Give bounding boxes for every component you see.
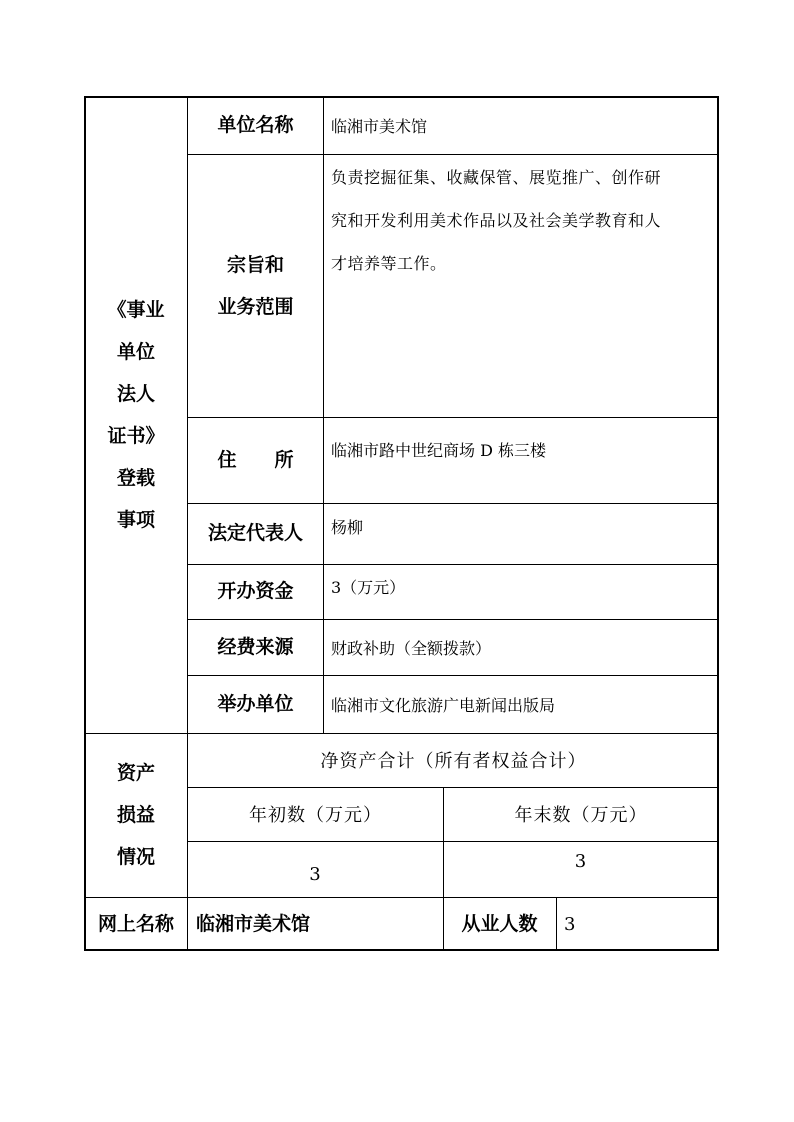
begin-year-header: 年初数（万元） (249, 805, 382, 826)
section-label-line: 证书》 (107, 424, 165, 447)
grid-line (188, 675, 719, 676)
staff-count-label: 从业人数 (461, 912, 538, 935)
sponsor-value: 临湘市文化旅游广电新闻出版局 (331, 695, 556, 715)
legal-rep-label: 法定代表人 (207, 522, 303, 545)
table-border-right (717, 96, 719, 951)
grid-line (188, 841, 719, 842)
unit-name-value: 临湘市美术馆 (331, 116, 428, 136)
funding-value: 财政补助（全额拨款） (331, 638, 492, 658)
capital-label: 开办资金 (217, 580, 294, 603)
sponsor-label: 举办单位 (217, 692, 294, 715)
begin-year-value: 3 (309, 864, 322, 885)
end-year-value: 3 (574, 851, 588, 872)
purpose-value (323, 154, 719, 417)
grid-line (556, 897, 557, 951)
end-year-header: 年末数（万元） (514, 805, 648, 826)
purpose-text-line: 才培养等工作。 (331, 254, 447, 273)
purpose-label-line: 业务范围 (217, 295, 294, 318)
address-value: 临湘市路中世纪商场 D 栋三楼 (331, 441, 547, 460)
section-label-line: 事项 (116, 508, 155, 531)
purpose-text-line: 负责挖掘征集、收藏保管、展览推广、创作研 (331, 168, 662, 187)
capital-value: 3（万元） (331, 577, 406, 597)
section-label-line: 法人 (116, 382, 155, 405)
assets-label-line: 资产 (116, 762, 155, 784)
assets-section-label (84, 733, 188, 897)
purpose-label-line: 宗旨和 (226, 253, 284, 276)
grid-line (188, 787, 719, 788)
section-label-line: 《事业 (107, 298, 165, 321)
grid-line (188, 564, 719, 565)
grid-line (84, 733, 719, 734)
table-border-left (84, 96, 86, 951)
funding-label: 经费来源 (217, 635, 294, 658)
table-border-bottom (84, 949, 719, 951)
grid-line (188, 503, 719, 504)
section-label-line: 单位 (116, 340, 155, 363)
grid-line (187, 96, 188, 951)
assets-label-line: 损益 (116, 804, 155, 826)
purpose-label (188, 154, 323, 417)
registration-section-label (84, 96, 188, 733)
grid-line (84, 897, 719, 898)
grid-line (323, 96, 324, 733)
legal-rep-value: 杨柳 (331, 517, 364, 537)
online-name-label: 网上名称 (97, 912, 174, 935)
grid-line (188, 619, 719, 620)
unit-name-label: 单位名称 (217, 113, 294, 136)
registration-table (84, 96, 719, 951)
address-label: 住 所 (217, 448, 294, 471)
purpose-text-line: 究和开发利用美术作品以及社会美学教育和人 (331, 211, 662, 230)
online-name-value: 临湘市美术馆 (196, 912, 311, 935)
grid-line (188, 154, 719, 155)
section-label-line: 登载 (116, 466, 155, 489)
staff-count-value: 3 (564, 913, 576, 935)
assets-label-line: 情况 (116, 846, 155, 868)
grid-line (188, 417, 719, 418)
grid-line (443, 787, 444, 951)
net-assets-header: 净资产合计（所有者权益合计） (320, 751, 587, 772)
table-border-top (84, 96, 719, 98)
